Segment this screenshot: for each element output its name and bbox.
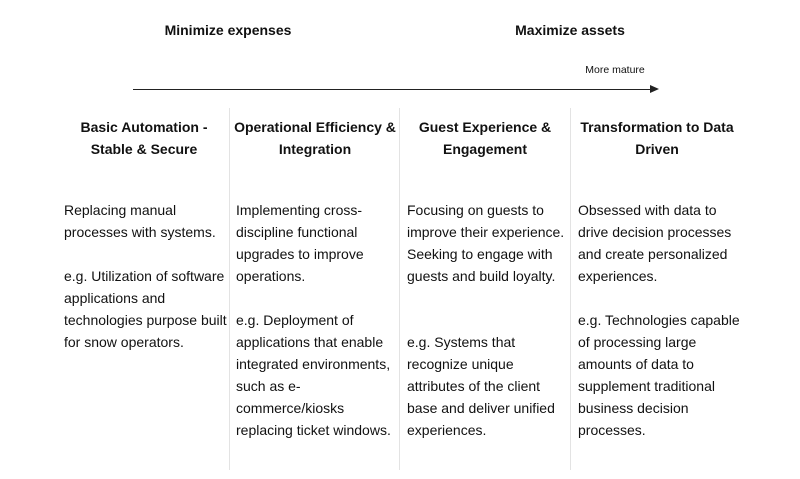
stage-column-data-driven bbox=[572, 116, 740, 438]
maturity-axis-line bbox=[133, 89, 651, 90]
stage-title: Operational Efficiency & Integration bbox=[234, 119, 396, 157]
minimize-expenses-label: Minimize expenses bbox=[164, 22, 292, 38]
stage-column-guest-experience bbox=[401, 116, 569, 438]
stage-title: Guest Experience & Engagement bbox=[418, 119, 552, 157]
maximize-assets-label: Maximize assets bbox=[515, 22, 625, 38]
stage-description: Focusing on guests to improve their experience. Seeking to engage with guests and build loyalty. bbox=[407, 202, 565, 284]
stage-description: Replacing manual processes with systems. bbox=[64, 202, 216, 240]
stage-title: Basic Automation - Stable & Secure bbox=[80, 119, 208, 157]
stage-title: Transformation to Data Driven bbox=[580, 119, 734, 157]
stage-example: e.g. Deployment of applications that enable integrated environments, such as e-commerce/kiosks replacing ticket windows. bbox=[236, 312, 391, 438]
stage-description: Implementing cross-discipline functional upgrades to improve operations. bbox=[236, 202, 364, 284]
stage-description: Obsessed with data to drive decision processes and create personalized experiences. bbox=[578, 202, 732, 284]
stage-example: e.g. Systems that recognize unique attributes of the client base and deliver unified experiences. bbox=[407, 334, 555, 438]
arrowhead-icon bbox=[650, 85, 659, 93]
stage-example: e.g. Utilization of software applications and technologies purpose built for snow operators. bbox=[64, 268, 227, 350]
stage-column-operational-efficiency bbox=[230, 116, 398, 438]
column-divider bbox=[229, 108, 230, 470]
stage-example: e.g. Technologies capable of processing large amounts of data to supplement traditional business decision processes. bbox=[578, 312, 740, 438]
stage-column-basic-automation bbox=[58, 116, 227, 350]
more-mature-label: More mature bbox=[585, 64, 645, 76]
